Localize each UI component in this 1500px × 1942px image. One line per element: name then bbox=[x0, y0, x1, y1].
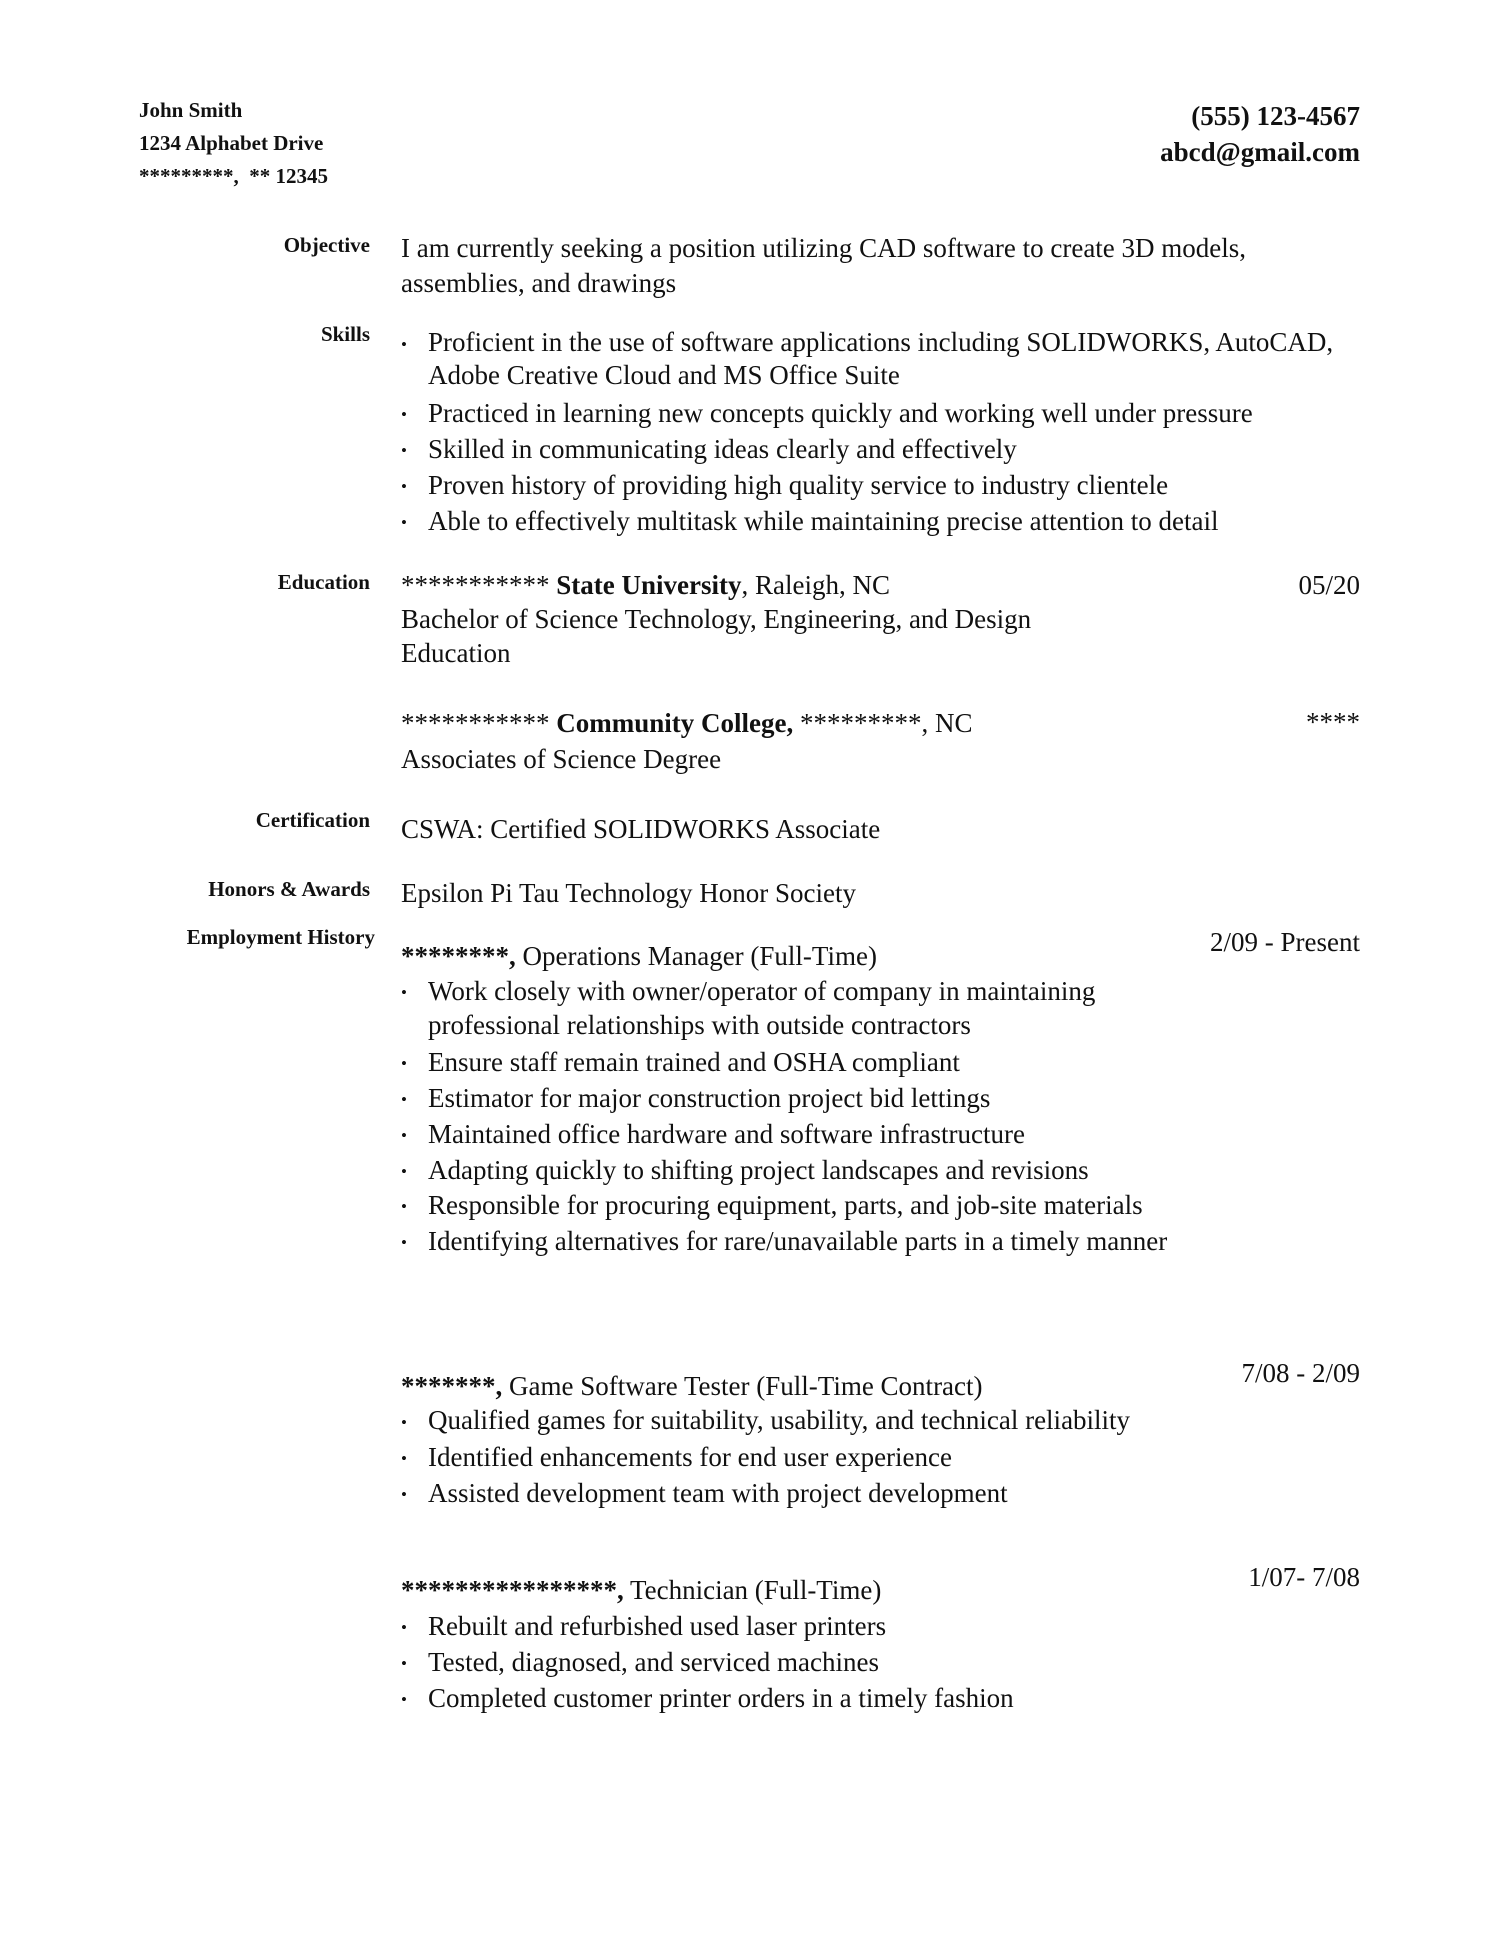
job-title: Game Software Tester (Full-Time Contract) bbox=[502, 1371, 983, 1401]
contact-block bbox=[139, 94, 328, 193]
list-item: • Maintained office hardware and software infrastructure bbox=[401, 1116, 1171, 1152]
job-entry bbox=[401, 1573, 1171, 1716]
job-date: 7/08 - 2/09 bbox=[1241, 1358, 1360, 1388]
list-item: • Completed customer printer orders in a timely fashion bbox=[401, 1680, 1171, 1716]
job-heading bbox=[401, 1573, 1171, 1608]
job-heading bbox=[401, 1369, 1171, 1404]
certification-text: CSWA: Certified SOLIDWORKS Associate bbox=[401, 814, 881, 844]
job-title: Operations Manager (Full-Time) bbox=[515, 941, 877, 971]
education-date: 05/20 bbox=[1298, 570, 1360, 600]
list-item: • Proficient in the use of software applications including SOLIDWORKS, AutoCAD, Adobe Creative Cloud and MS Office Suite bbox=[401, 326, 1361, 392]
objective-text: I am currently seeking a position utilizing CAD software to create 3D models, assemblies, and drawings bbox=[401, 233, 1247, 298]
school-location: , Raleigh, NC bbox=[741, 570, 890, 600]
section-label-certification: Certification bbox=[255, 808, 370, 832]
list-item: • Assisted development team with project development bbox=[401, 1475, 1171, 1511]
job-date: 1/07- 7/08 bbox=[1248, 1562, 1360, 1592]
job-heading bbox=[401, 939, 1171, 974]
list-item: • Work closely with owner/operator of company in maintaining professional relationships with outside contractors bbox=[401, 974, 1171, 1042]
skills-list bbox=[401, 326, 1361, 539]
school-name: State University bbox=[556, 570, 742, 600]
honors-text: Epsilon Pi Tau Technology Honor Society bbox=[401, 878, 856, 908]
list-item: • Identifying alternatives for rare/unavailable parts in a timely manner bbox=[401, 1224, 1171, 1258]
job-bullets bbox=[401, 1608, 1171, 1716]
section-label-employment: Employment History bbox=[186, 925, 375, 949]
school-prefix: *********** bbox=[401, 570, 557, 600]
section-label-honors: Honors & Awards bbox=[208, 877, 370, 901]
job-date: 2/09 - Present bbox=[1210, 927, 1360, 957]
section-label-objective: Objective bbox=[283, 233, 370, 257]
address-line-2: *********, ** 12345 bbox=[139, 164, 328, 188]
job-entry bbox=[401, 1369, 1171, 1511]
list-item: • Estimator for major construction project bid lettings bbox=[401, 1080, 1171, 1116]
job-bullets bbox=[401, 1404, 1171, 1511]
contact-info-right bbox=[1160, 98, 1360, 170]
school-prefix: *********** bbox=[401, 708, 557, 738]
applicant-name: John Smith bbox=[139, 98, 243, 122]
email-address[interactable]: abcd@gmail.com bbox=[1160, 137, 1360, 167]
job-entry bbox=[401, 939, 1171, 1258]
employer-name: ********, bbox=[401, 941, 516, 971]
job-bullets bbox=[401, 974, 1171, 1258]
employer-name: ****************, bbox=[401, 1575, 624, 1605]
education-school-line bbox=[401, 705, 1101, 741]
school-name: Community College, bbox=[556, 708, 794, 738]
list-item: • Skilled in communicating ideas clearly and effectively bbox=[401, 431, 1361, 467]
list-item: • Qualified games for suitability, usability, and technical reliability bbox=[401, 1404, 1171, 1437]
list-item: • Ensure staff remain trained and OSHA compliant bbox=[401, 1044, 1171, 1080]
job-title: Technician (Full-Time) bbox=[623, 1575, 882, 1605]
degree: Bachelor of Science Technology, Engineering, and Design Education bbox=[401, 604, 1032, 668]
section-label-education: Education bbox=[277, 570, 370, 594]
phone-number: (555) 123-4567 bbox=[1191, 101, 1360, 131]
list-item: • Responsible for procuring equipment, parts, and job-site materials bbox=[401, 1188, 1171, 1222]
list-item: • Able to effectively multitask while maintaining precise attention to detail bbox=[401, 503, 1361, 539]
education-entry bbox=[401, 568, 1101, 670]
education-date: **** bbox=[1306, 707, 1360, 737]
list-item: • Rebuilt and refurbished used laser printers bbox=[401, 1608, 1171, 1644]
list-item: • Adapting quickly to shifting project landscapes and revisions bbox=[401, 1152, 1171, 1188]
list-item: • Proven history of providing high quality service to industry clientele bbox=[401, 467, 1361, 503]
list-item: • Tested, diagnosed, and serviced machines bbox=[401, 1644, 1171, 1680]
employer-name: *******, bbox=[401, 1371, 503, 1401]
education-school-line bbox=[401, 568, 1101, 602]
school-location: *********, NC bbox=[793, 708, 973, 738]
address-line-1: 1234 Alphabet Drive bbox=[139, 131, 324, 155]
section-label-skills: Skills bbox=[320, 322, 370, 346]
degree: Associates of Science Degree bbox=[401, 744, 722, 774]
education-entry bbox=[401, 705, 1101, 777]
list-item: • Identified enhancements for end user experience bbox=[401, 1439, 1171, 1475]
list-item: • Practiced in learning new concepts quickly and working well under pressure bbox=[401, 395, 1361, 431]
